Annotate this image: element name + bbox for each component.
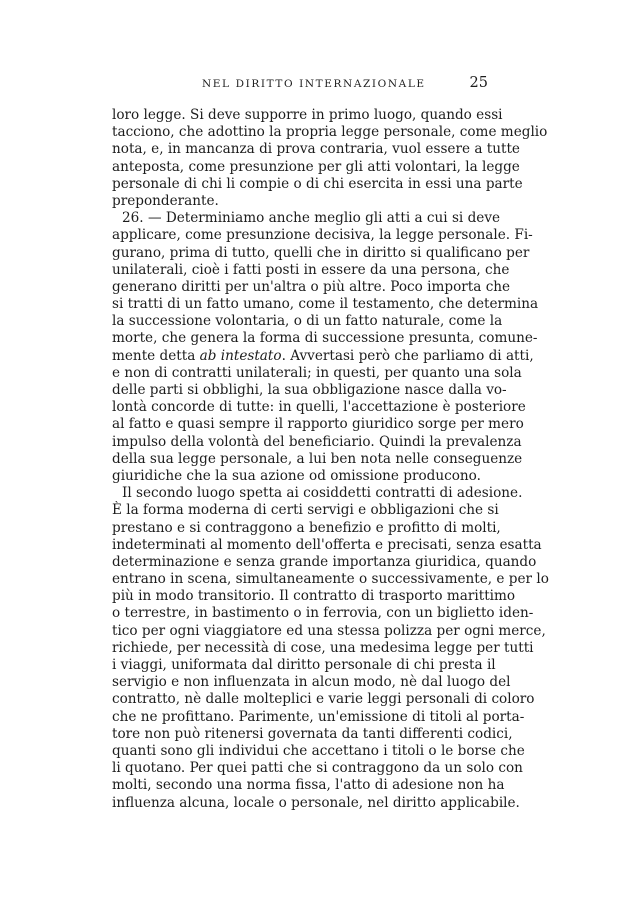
latin-phrase: ab intestato [199, 347, 282, 364]
text-line: tico per ogni viaggiatore ed una stessa polizza per ogni merce, [112, 622, 546, 639]
running-head-title: NEL DIRITTO INTERNAZIONALE [202, 78, 426, 90]
text-line: tacciono, che adottino la propria legge personale, come meglio [112, 124, 548, 141]
running-head [112, 75, 488, 94]
text-line: della sua legge personale, a lui ben nota nelle conseguenze [112, 450, 523, 467]
text-line: quanti sono gli individui che accettano i titoli o le borse che [112, 742, 525, 759]
text-line: loro legge. Si deve supporre in primo luogo, quando essi [112, 107, 503, 123]
text-line: o terrestre, in bastimento o in ferrovia, con un biglietto iden- [112, 605, 534, 622]
text-line: molti, secondo una norma fissa, l'atto di adesione non ha [112, 777, 505, 794]
text-line: impulso della volontà del beneficiario. Quindi la prevalenza [112, 433, 522, 450]
text-line: più in modo transitorio. Il contratto di trasporto marittimo [112, 588, 516, 605]
text-line: È la forma moderna di certi servigi e obbligazioni che si [112, 502, 499, 519]
text-line-end: . Avvertasi però che parliamo di atti, [281, 347, 534, 364]
text-line: contratto, nè dalle molteplici e varie leggi personali di coloro [112, 691, 535, 708]
text-line-start: mente detta [112, 347, 200, 364]
text-line: gurano, prima di tutto, quelli che in diritto si qualificano per [112, 244, 530, 261]
text-line: personale di chi li compie o di chi esercita in essi una parte [112, 175, 523, 192]
text-line: generano diritti per un'altra o più altre. Poco importa che [112, 278, 511, 295]
text-line [112, 347, 534, 365]
text-line: li quotano. Per quei patti che si contraggono da un solo con [112, 760, 523, 777]
text-line: entrano in scena, simultaneamente o successivamente, e per lo [112, 571, 549, 588]
text-line: anteposta, come presunzione per gli atti volontari, la legge [112, 158, 520, 175]
text-line: delle parti si obblighi, la sua obbligazione nasce dalla vo- [112, 382, 507, 398]
text-line: determinazione e senza grande importanza giuridica, quando [112, 553, 537, 570]
text-line: richiede, per necessità di cose, una medesima legge per tutti [112, 639, 534, 656]
text-line: unilaterali, cioè i fatti posti in essere da una persona, che [112, 261, 510, 278]
text-line: i viaggi, uniformata dal diritto personale di chi presta il [112, 657, 496, 673]
text-line: 26. — Determiniamo anche meglio gli atti a cui si deve [122, 210, 501, 227]
text-line: preponderante. [112, 192, 219, 209]
text-line: lontà concorde di tutte: in quelli, l'accettazione è posteriore [112, 399, 526, 416]
text-line: servigio e non influenzata in alcun modo, nè dal luogo del [112, 674, 511, 691]
text-line: indeterminati al momento dell'offerta e precisati, senza esatta [112, 536, 542, 553]
text-line: che ne profittano. Parimente, un'emissione di titoli al porta- [112, 708, 525, 725]
text-line: prestano e si contraggono a benefizio e profitto di molti, [112, 519, 501, 536]
text-line: influenza alcuna, locale o personale, nel diritto applicabile. [112, 794, 520, 811]
text-line: applicare, come presunzione decisiva, la legge personale. Fi- [112, 227, 533, 244]
text-line: si tratti di un fatto umano, come il testamento, che determina [112, 296, 539, 313]
text-line: giuridiche che la sua azione od omissione producono. [112, 467, 481, 484]
text-line: nota, e, in mancanza di prova contraria, vuol essere a tutte [112, 141, 520, 158]
text-line: al fatto e quasi sempre il rapporto giuridico sorge per mero [112, 416, 524, 433]
text-line: tore non può ritenersi governata da tanti differenti codici, [112, 725, 513, 742]
text-line: la successione volontaria, o di un fatto naturale, come la [112, 313, 503, 330]
text-line: e non di contratti unilaterali; in questi, per quanto una sola [112, 364, 522, 381]
text-line: Il secondo luogo spetta ai cosiddetti contratti di adesione. [122, 485, 523, 502]
page-number: 25 [469, 75, 488, 91]
body-text [112, 107, 549, 812]
text-line: morte, che genera la forma di successione presunta, comune- [112, 330, 538, 347]
